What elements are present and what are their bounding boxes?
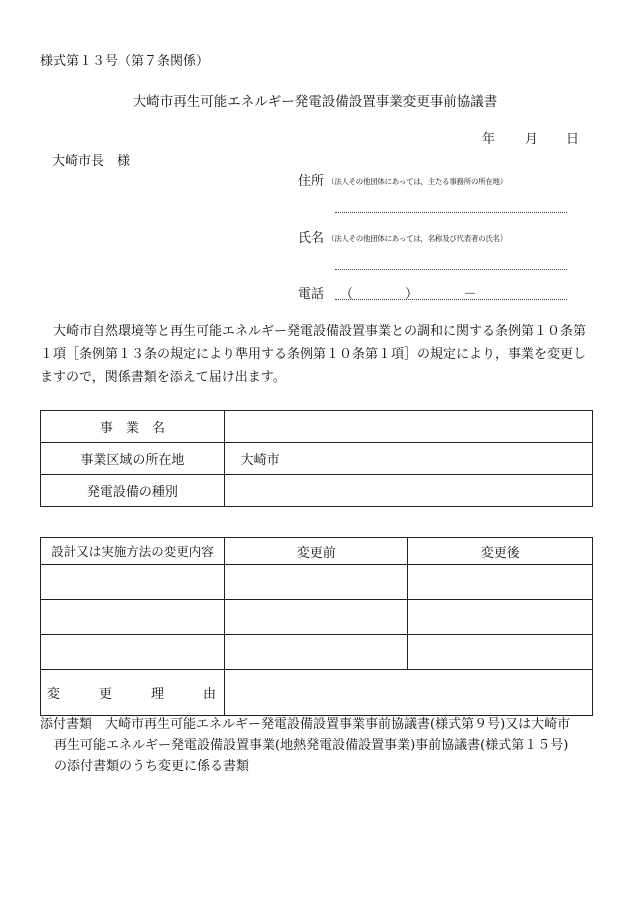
before-cell[interactable] [224,600,408,635]
attachments-line-2: 再生可能エネルギー発電設備設置事業(地熱発電設備設置事業)事前協議書(様式第１５号) [54,738,569,753]
change-content-cell[interactable] [41,635,225,670]
reason-label: 変 更 理 由 [41,670,225,716]
address-note: （法人その他団体にあっては，主たる事務所の所在地） [327,177,507,186]
date-month: 月 [525,132,539,147]
project-name-value[interactable] [224,411,592,443]
change-row [41,635,593,670]
attachments-line-1: 添付書類 大崎市再生可能エネルギー発電設備設置事業事前協議書(様式第９号)又は大崎市 [40,717,571,732]
project-type-label: 発電設備の種別 [41,475,225,507]
project-type-value[interactable] [224,475,592,507]
project-table [40,410,593,507]
phone-label: 電話 [298,287,325,302]
after-cell[interactable] [408,565,593,600]
change-row [41,565,593,600]
change-table [40,537,593,716]
after-cell[interactable] [408,600,593,635]
body-text: 大崎市自然環境等と再生可能エネルギー発電設備設置事業との調和に関する条例第１０条第１項［条例第１３条の規定により準用する条例第１０条第１項］の規定により，事業を変更しますので，関係書類を添えて届け出ます。 [40,324,587,385]
project-name-label: 事 業 名 [41,411,225,443]
date-day: 日 [566,132,580,147]
change-header-row [41,538,593,565]
date-year: 年 [482,132,496,147]
name-label: 氏名 [298,231,325,246]
change-content-header: 設計又は実施方法の変更内容 [41,538,225,565]
project-row-name [41,411,593,443]
phone-line [335,299,567,300]
before-cell[interactable] [224,565,408,600]
change-content-cell[interactable] [41,600,225,635]
after-cell[interactable] [408,635,593,670]
before-header: 変更前 [224,538,408,565]
attachments-line-3: の添付書類のうち変更に係る書類 [54,759,250,774]
reason-cell[interactable] [224,670,592,716]
addressee: 大崎市長 様 [52,154,131,169]
name-note: （法人その他団体にあっては，名称及び代表者の氏名） [327,234,507,243]
project-row-type [41,475,593,507]
project-row-location [41,443,593,475]
phone-format: （ ） － [340,287,477,302]
attachments [40,714,600,777]
project-location-value[interactable]: 大崎市 [224,443,592,475]
before-cell[interactable] [224,635,408,670]
project-location-label: 事業区域の所在地 [41,443,225,475]
form-number: 様式第１３号（第７条関係） [40,54,210,69]
address-label: 住所 [298,174,325,189]
document-title: 大崎市再生可能エネルギー発電設備設置事業変更事前協議書 [132,94,498,110]
address-line [335,212,567,213]
name-line [335,269,567,270]
after-header: 変更後 [408,538,593,565]
change-content-cell[interactable] [41,565,225,600]
change-row [41,600,593,635]
reason-row [41,670,593,716]
